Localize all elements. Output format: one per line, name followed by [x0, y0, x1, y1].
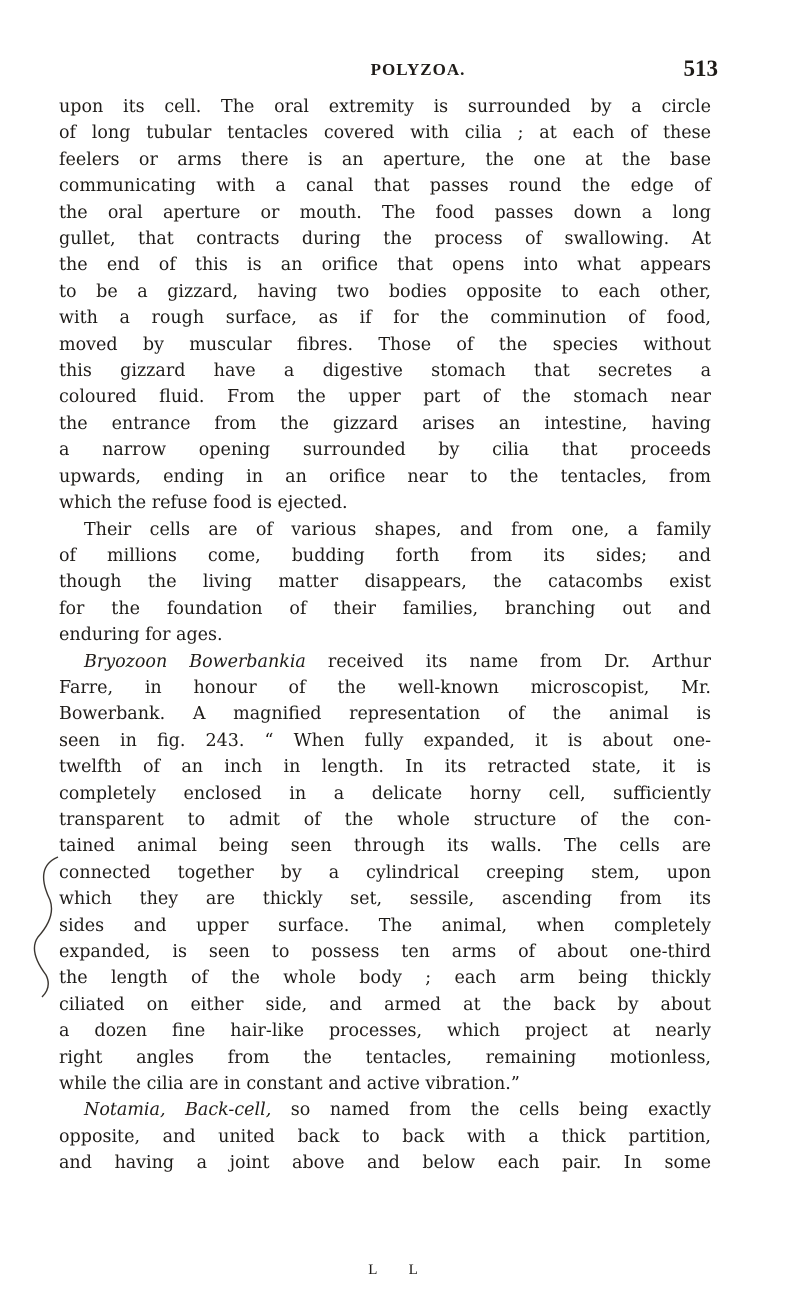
paragraph	[59, 517, 711, 649]
page-header	[118, 56, 718, 86]
page-number: 513	[683, 56, 718, 81]
text-line: upon its cell. The oral extremity is surrounded by a circle	[59, 97, 711, 117]
text-line: the end of this is an orifice that opens into what appears	[59, 255, 711, 276]
italic-term: Bryozoon Bowerbankia	[84, 651, 306, 672]
text-line: right angles from the tentacles, remaining motionless,	[59, 1047, 711, 1068]
text-line: feelers or arms there is an aperture, the one at the base	[59, 149, 711, 170]
text-line: a narrow opening surrounded by cilia that proceeds	[59, 440, 711, 461]
text-line: enduring for ages.	[59, 625, 223, 646]
text-line: connected together by a cylindrical creeping stem, upon	[59, 862, 711, 883]
text-line	[59, 649, 711, 675]
text-line: this gizzard have a digestive stomach that secretes a	[59, 361, 711, 382]
text-line: the length of the whole body ; each arm being thickly	[59, 968, 711, 989]
text-line: the entrance from the gizzard arises an intestine, having	[59, 413, 711, 434]
paragraph	[59, 649, 711, 1098]
text-line: seen in fig. 243. “ When fully expanded, it is about one-	[59, 730, 711, 751]
text-segment: received its name from Dr. Arthur	[305, 651, 711, 672]
text-line: while the cilia are in constant and active vibration.”	[59, 1074, 520, 1095]
text-line: coloured fluid. From the upper part of the stomach near	[59, 387, 711, 408]
text-line: upwards, ending in an orifice near to the tentacles, from	[59, 466, 711, 487]
signature-mark: L L	[368, 1262, 432, 1278]
margin-bracket-mark	[20, 855, 60, 1000]
text-line: expanded, is seen to possess ten arms of about one-third	[59, 942, 711, 962]
text-line	[59, 1097, 711, 1123]
text-line: which the refuse food is ejected.	[59, 493, 348, 514]
italic-term: Notamia, Back-cell,	[84, 1100, 272, 1121]
text-line: with a rough surface, as if for the comminution of food,	[59, 308, 711, 329]
text-line: opposite, and united back to back with a thick partition,	[59, 1126, 711, 1147]
text-line: the oral aperture or mouth. The food passes down a long	[59, 202, 711, 223]
paragraph	[59, 94, 711, 517]
text-line: which they are thickly set, sessile, ascending from its	[59, 889, 711, 910]
text-line: twelfth of an inch in length. In its retracted state, it is	[59, 757, 711, 778]
text-line: though the living matter disappears, the catacombs exist	[59, 572, 711, 593]
paragraph	[59, 1097, 711, 1176]
text-segment: so named from the cells being exactly	[271, 1100, 711, 1121]
text-line: sides and upper surface. The animal, when completely	[59, 915, 711, 936]
text-line: a dozen fine hair-like processes, which project at nearly	[59, 1021, 711, 1042]
text-line: Farre, in honour of the well-known microscopist, Mr.	[59, 677, 711, 698]
text-line: communicating with a canal that passes round the edge of	[59, 176, 711, 197]
text-line: transparent to admit of the whole structure of the con-	[59, 809, 711, 830]
body-text	[59, 94, 711, 1177]
text-line: for the foundation of their families, branching out and	[59, 598, 711, 619]
text-line: and having a joint above and below each pair. In some	[59, 1153, 711, 1174]
running-head: POLYZOA.	[370, 60, 466, 79]
text-line: of long tubular tentacles covered with cilia ; at each of these	[59, 123, 711, 144]
text-line: of millions come, budding forth from its sides; and	[59, 545, 711, 566]
text-line: Their cells are of various shapes, and from one, a family	[84, 519, 711, 540]
text-line: tained animal being seen through its walls. The cells are	[59, 836, 711, 857]
text-line: completely enclosed in a delicate horny cell, sufficiently	[59, 783, 711, 804]
text-line: gullet, that contracts during the process of swallowing. At	[59, 229, 711, 250]
text-line: to be a gizzard, having two bodies opposite to each other,	[59, 281, 711, 302]
text-line: Bowerbank. A magnified representation of the animal is	[59, 704, 711, 725]
text-line: moved by muscular fibres. Those of the species without	[59, 334, 711, 355]
text-line: ciliated on either side, and armed at the back by about	[59, 994, 711, 1015]
